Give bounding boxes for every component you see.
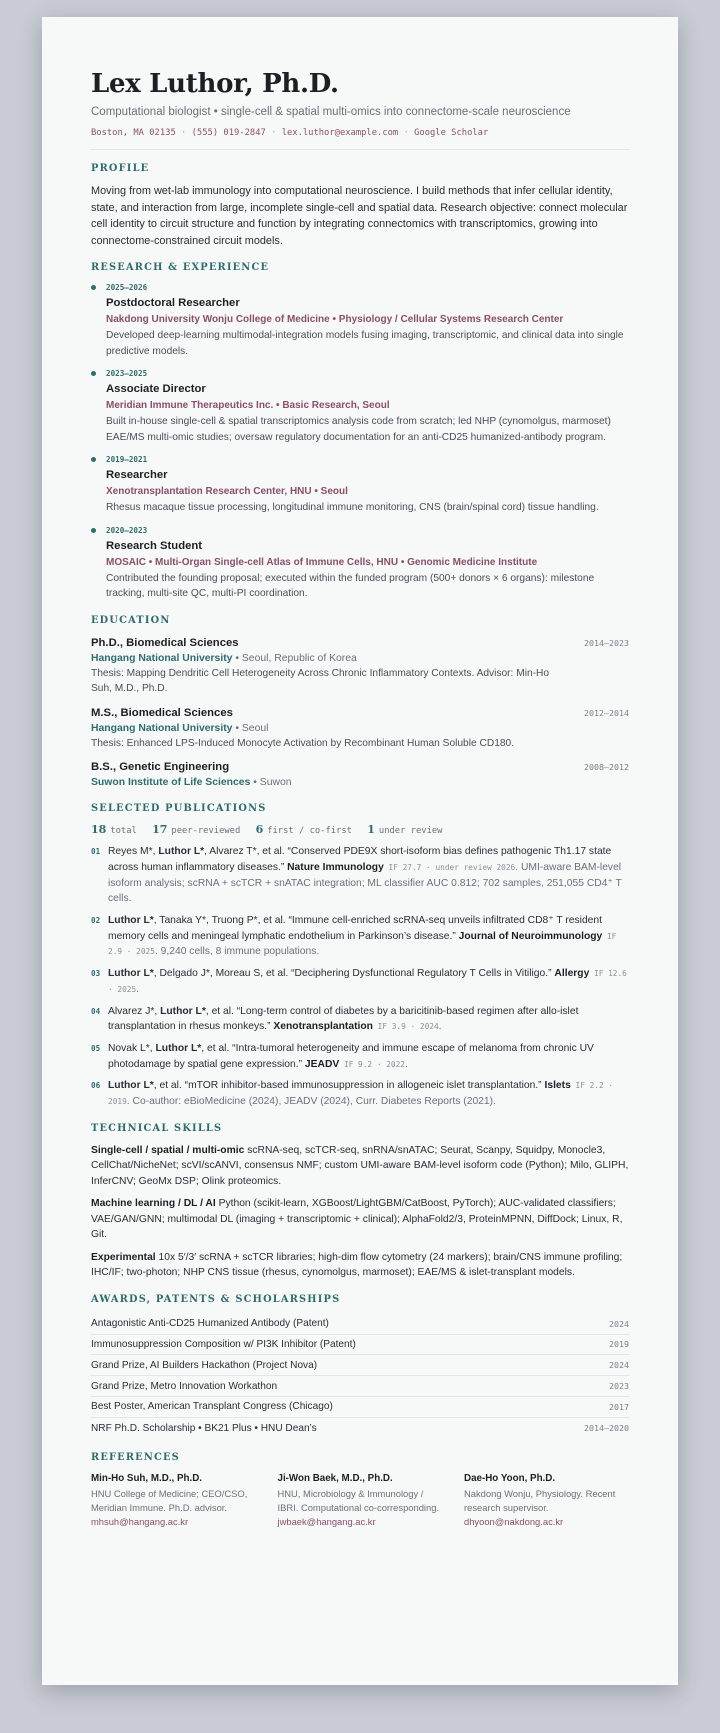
publication-self-author: Luthor L* xyxy=(158,846,205,858)
publication-self-author: Luthor L* xyxy=(108,968,154,980)
stat-total xyxy=(91,823,137,837)
contact-location: Boston, MA 02135 xyxy=(91,128,176,139)
experience-role: Researcher xyxy=(106,469,168,482)
reference-desc: HNU, Microbiology & Immunology / IBRI. Computational co-corresponding. xyxy=(277,1487,440,1513)
education-degree: B.S., Genetic Engineering xyxy=(91,761,230,774)
skill-item xyxy=(91,1250,629,1281)
education-thesis: Thesis: Enhanced LPS-Induced Monocyte Activation by Recombinant Human Soluble CD180. xyxy=(91,737,515,749)
education-item xyxy=(91,705,629,752)
google-scholar-link[interactable]: Google Scholar xyxy=(414,128,489,139)
publication-item xyxy=(91,913,629,960)
publication-note: . Co-author: eBioMedicine (2024), JEADV (2024), Curr. Diabetes Reports (2021). xyxy=(126,1096,496,1108)
contact-separator: · xyxy=(181,128,187,139)
stat-label: under review xyxy=(378,826,443,837)
experience-item xyxy=(106,525,629,602)
skill-label: Experimental xyxy=(91,1251,156,1263)
publication-note: . UMI-aware BAM-level isoform analysis; scRNA + scTCR + snATAC integration; ML classifier AUC 0.812; 702 samples, 251,055 CD4⁺ T cells. xyxy=(108,861,622,905)
experience-dates: 2023–2025 xyxy=(106,369,148,379)
skill-text: scRNA-seq, scTCR-seq, snRNA/snATAC; Seurat, Scanpy, Squidpy, Monocle3, CellChat/NicheNet; scVI/scANVI, consensus NMF; custom UMI-aware BAM-level isoform code (Python); Milo, GLIPH, InferCNV; GeoMx DSP; Olink proteomics. xyxy=(91,1144,629,1187)
award-label: Immunosuppression Composition w/ PI3K Inhibitor (Patent) xyxy=(91,1338,356,1350)
section-title-experience: RESEARCH & EXPERIENCE xyxy=(91,262,270,274)
skill-text: Python (scikit-learn, XGBoost/LightGBM/CatBoost, PyTorch); AUC-validated classifiers; VAE/GAN/GNN; multimodal DL (imaging + transcriptomic + clinical); AlphaFold2/3, ProteinMPNN, DiffDock; Linux, R, Git. xyxy=(91,1198,623,1241)
publication-note: . xyxy=(136,983,140,995)
award-label: NRF Ph.D. Scholarship • BK21 Plus • HNU Dean’s xyxy=(91,1422,317,1434)
publication-impact: IF 3.9 · 2024 xyxy=(372,1022,439,1032)
reference-email-link[interactable]: dhyoon@nakdong.ac.kr xyxy=(464,1516,564,1528)
education-school-line xyxy=(91,651,629,666)
education-head xyxy=(91,759,629,775)
education-school-line xyxy=(91,775,629,790)
section-title-skills: TECHNICAL SKILLS xyxy=(91,1122,223,1134)
award-year: 2014–2020 xyxy=(584,1423,629,1434)
experience-org: Meridian Immune Therapeutics Inc. • Basic Research, Seoul xyxy=(106,400,390,412)
experience-dates: 2020–2023 xyxy=(106,525,148,535)
resume-page xyxy=(42,17,678,1685)
section-title-publications: SELECTED PUBLICATIONS xyxy=(91,803,267,815)
award-label: Antagonistic Anti-CD25 Humanized Antibody (Patent) xyxy=(91,1318,329,1330)
resume-name: Lex Luthor, Ph.D. xyxy=(91,69,339,99)
skill-label: Machine learning / DL / AI xyxy=(91,1198,216,1210)
publication-title: , Alvarez T*, et al. “Conserved PDE9X short-isoform bias defines pathogenic Th1.17 state across human inflammatory diseases.” xyxy=(108,846,612,873)
education-school: Suwon Institute of Life Sciences xyxy=(91,777,251,789)
publication-note: . 9,240 cells, 8 immune populations. xyxy=(154,946,320,958)
education-school-line xyxy=(91,721,629,736)
publication-title: , Tanaka Y*, Truong P*, et al. “Immune cell-enriched scRNA-seq unveils infiltrated CD8⁺ T resident memory cells and meningeal lymphatic endothelium in Parkinson’s disease.” xyxy=(108,915,602,942)
publication-journal: Xenotransplantation xyxy=(273,1021,373,1033)
publication-impact: IF 2.2 · 2019 xyxy=(108,1081,614,1107)
publication-list xyxy=(91,844,629,1110)
publication-number: 02 xyxy=(91,916,101,925)
skill-label: Single-cell / spatial / multi-omic xyxy=(91,1144,245,1156)
publication-note: . xyxy=(438,1021,442,1033)
award-item xyxy=(91,1314,629,1335)
award-item xyxy=(91,1418,629,1439)
experience-desc: Developed deep-learning multimodal-integration models fusing imaging, transcriptomic, and clinical data into single predictive models. xyxy=(106,330,624,357)
publication-title: , et al. “mTOR inhibitor-based immunosuppression in allogeneic islet transplantation.” xyxy=(153,1080,545,1092)
stat-label: total xyxy=(110,826,137,837)
award-label: Grand Prize, AI Builders Hackathon (Project Nova) xyxy=(91,1359,318,1371)
publication-self-author: Luthor L* xyxy=(155,1042,202,1054)
publication-stats xyxy=(91,823,629,836)
experience-org: Nakdong University Wonju College of Medicine • Physiology / Cellular Systems Research Center xyxy=(106,314,564,326)
education-years: 2014–2023 xyxy=(584,637,629,648)
contact-separator: · xyxy=(403,128,409,139)
reference-item xyxy=(91,1472,256,1530)
education-degree: Ph.D., Biomedical Sciences xyxy=(91,636,239,649)
references-list xyxy=(91,1472,629,1530)
experience-item xyxy=(106,282,629,359)
award-item xyxy=(91,1355,629,1376)
stat-number: 17 xyxy=(152,823,168,837)
experience-dates: 2025–2026 xyxy=(106,283,148,293)
publication-item xyxy=(91,1041,629,1072)
publication-item xyxy=(91,966,629,997)
publication-item xyxy=(91,844,629,907)
experience-item xyxy=(106,368,629,445)
section-title-education: EDUCATION xyxy=(91,614,171,626)
education-head xyxy=(91,635,629,651)
education-location: • Seoul xyxy=(232,722,269,734)
reference-email-link[interactable]: mhsuh@hangang.ac.kr xyxy=(91,1516,189,1528)
skill-text: 10x 5′/3′ scRNA + scTCR libraries; high-dim flow cytometry (24 markers); brain/CNS immune profiling; IHC/IF; two-photon; NHP CNS tissue (rhesus, cynomolgus, marmoset); EAE/MS & islet-transplant models. xyxy=(91,1251,623,1279)
experience-dates: 2019–2021 xyxy=(106,455,148,465)
award-year: 2024 xyxy=(609,1318,629,1329)
experience-org: MOSAIC • Multi-Organ Single-cell Atlas of Immune Cells, HNU • Genomic Medicine Institute xyxy=(106,556,538,568)
reference-name: Ji-Won Baek, M.D., Ph.D. xyxy=(277,1472,393,1484)
publication-journal: Journal of Neuroimmunology xyxy=(458,930,603,942)
experience-desc: Built in-house single-cell & spatial transcriptomics analysis code from scratch; led NHP (cynomolgus, marmoset) EAE/MS multi-omic studies; oversaw regulatory documentation for an anti-CD25 humanized-antibody program. xyxy=(106,416,611,443)
reference-email-link[interactable]: jwbaek@hangang.ac.kr xyxy=(277,1516,376,1528)
publication-authors: Alvarez J*, xyxy=(108,1005,161,1017)
publication-note: . xyxy=(404,1058,408,1070)
reference-item xyxy=(278,1472,443,1530)
publication-self-author: Luthor L* xyxy=(108,1080,154,1092)
publication-authors: Reyes M*, xyxy=(108,846,159,858)
publication-journal: JEADV xyxy=(304,1058,340,1070)
publication-impact: IF 9.2 · 2022 xyxy=(339,1059,405,1069)
publication-number: 05 xyxy=(91,1043,101,1053)
skill-item xyxy=(91,1196,629,1243)
stat-first-author xyxy=(255,823,352,837)
publication-number: 03 xyxy=(91,969,101,979)
publication-journal: Nature Immunology xyxy=(287,861,384,873)
stat-label: peer-reviewed xyxy=(171,826,241,837)
experience-item xyxy=(106,454,629,516)
contact-separator: · xyxy=(271,128,277,139)
stat-number: 18 xyxy=(91,823,107,837)
stat-number: 6 xyxy=(255,823,264,837)
skill-item xyxy=(91,1143,629,1190)
reference-desc: Nakdong Wonju, Physiology. Recent research supervisor. xyxy=(464,1487,616,1513)
section-title-profile: PROFILE xyxy=(91,163,150,175)
publication-number: 01 xyxy=(91,847,101,857)
experience-desc: Rhesus macaque tissue processing, longitudinal immune monitoring, CNS (brain/spinal cord) tissue handling. xyxy=(106,502,599,514)
publication-title: , et al. “Long-term control of diabetes by a baricitinib-based regimen after allo-islet transplantation in rhesus monkeys.” xyxy=(108,1005,579,1033)
contact-phone: (555) 019-2847 xyxy=(191,128,266,139)
education-thesis: Thesis: Mapping Dendritic Cell Heterogeneity Across Chronic Inflammatory Contexts. Advisor: Min-Ho Suh, M.D., Ph.D. xyxy=(91,667,550,695)
award-item xyxy=(91,1376,629,1397)
award-year: 2019 xyxy=(609,1339,629,1350)
profile-text: Moving from wet-lab immunology into computational neuroscience. I build methods that infer cellular identity, state, and interaction from large, incomplete single-cell and spatial data. Research objective: connect molecular cell identity to circuit structure and function by integrating connectomics with transcriptomics, growing into connectome-constrained circuit models. xyxy=(91,185,628,247)
education-head xyxy=(91,705,629,721)
stat-peer-reviewed xyxy=(152,823,241,837)
education-item xyxy=(91,759,629,790)
education-location: • Seoul, Republic of Korea xyxy=(232,652,357,664)
publication-number: 04 xyxy=(91,1006,101,1016)
reference-name: Min-Ho Suh, M.D., Ph.D. xyxy=(91,1472,203,1484)
publication-title: , Delgado J*, Moreau S, et al. “Deciphering Dysfunctional Regulatory T Cells in Vitiligo.” xyxy=(153,968,555,980)
education-list xyxy=(91,635,629,791)
publication-self-author: Luthor L* xyxy=(108,915,154,926)
resume-tagline: Computational biologist • single-cell & spatial multi-omics into connectome-scale neuroscience xyxy=(91,106,571,119)
education-years: 2008–2012 xyxy=(584,762,629,773)
publication-impact: IF 12.6 · 2025 xyxy=(108,969,627,994)
education-school: Hangang National University xyxy=(91,652,233,664)
skills-list xyxy=(91,1143,629,1281)
publication-authors: Novak L*, xyxy=(108,1042,156,1054)
stat-label: first / co-first xyxy=(267,826,352,837)
reference-desc: HNU College of Medicine; CEO/CSO, Meridian Immune. Ph.D. advisor. xyxy=(91,1487,248,1513)
experience-role: Associate Director xyxy=(106,383,206,396)
education-location: • Suwon xyxy=(250,777,292,789)
award-item xyxy=(91,1335,629,1356)
award-label: Grand Prize, Metro Innovation Workathon xyxy=(91,1380,278,1392)
education-years: 2012–2014 xyxy=(584,707,629,718)
award-label: Best Poster, American Transplant Congress (Chicago) xyxy=(91,1401,333,1413)
contact-line xyxy=(91,128,629,150)
award-item xyxy=(91,1397,629,1418)
experience-org: Xenotransplantation Research Center, HNU • Seoul xyxy=(106,486,348,498)
education-school: Hangang National University xyxy=(91,722,233,734)
awards-list xyxy=(91,1314,629,1439)
publication-item xyxy=(91,1004,629,1035)
publication-journal: Islets xyxy=(544,1080,571,1092)
publication-title: , et al. “Intra-tumoral heterogeneity and immune escape of melanoma from chronic UV photodamage by spatial gene expression.” xyxy=(108,1042,594,1070)
award-year: 2023 xyxy=(609,1381,629,1392)
publication-impact: IF 27.7 · under review 2026 xyxy=(383,862,516,872)
experience-timeline xyxy=(91,282,629,602)
section-title-references: REFERENCES xyxy=(91,1451,180,1463)
stat-under-review xyxy=(367,823,443,837)
publication-self-author: Luthor L* xyxy=(160,1005,206,1017)
section-title-awards: AWARDS, PATENTS & SCHOLARSHIPS xyxy=(91,1293,341,1305)
publication-item xyxy=(91,1078,629,1109)
publication-number: 06 xyxy=(91,1081,101,1091)
experience-desc: Contributed the founding proposal; executed within the funded program (500+ donors × 6 organs): milestone tracking, multi-site QC, multi-PI coordination. xyxy=(106,572,595,600)
reference-name: Dae-Ho Yoon, Ph.D. xyxy=(464,1472,556,1484)
award-year: 2017 xyxy=(609,1401,629,1412)
contact-email-link[interactable]: lex.luthor@example.com xyxy=(281,128,399,139)
education-degree: M.S., Biomedical Sciences xyxy=(91,706,233,719)
stat-number: 1 xyxy=(367,823,375,837)
reference-item xyxy=(464,1472,629,1530)
experience-role: Research Student xyxy=(106,539,203,552)
education-item xyxy=(91,635,629,697)
publication-impact: IF 2.9 · 2025 xyxy=(108,931,617,957)
publication-journal: Allergy xyxy=(554,968,590,980)
experience-role: Postdoctoral Researcher xyxy=(106,297,240,310)
award-year: 2024 xyxy=(609,1360,629,1371)
